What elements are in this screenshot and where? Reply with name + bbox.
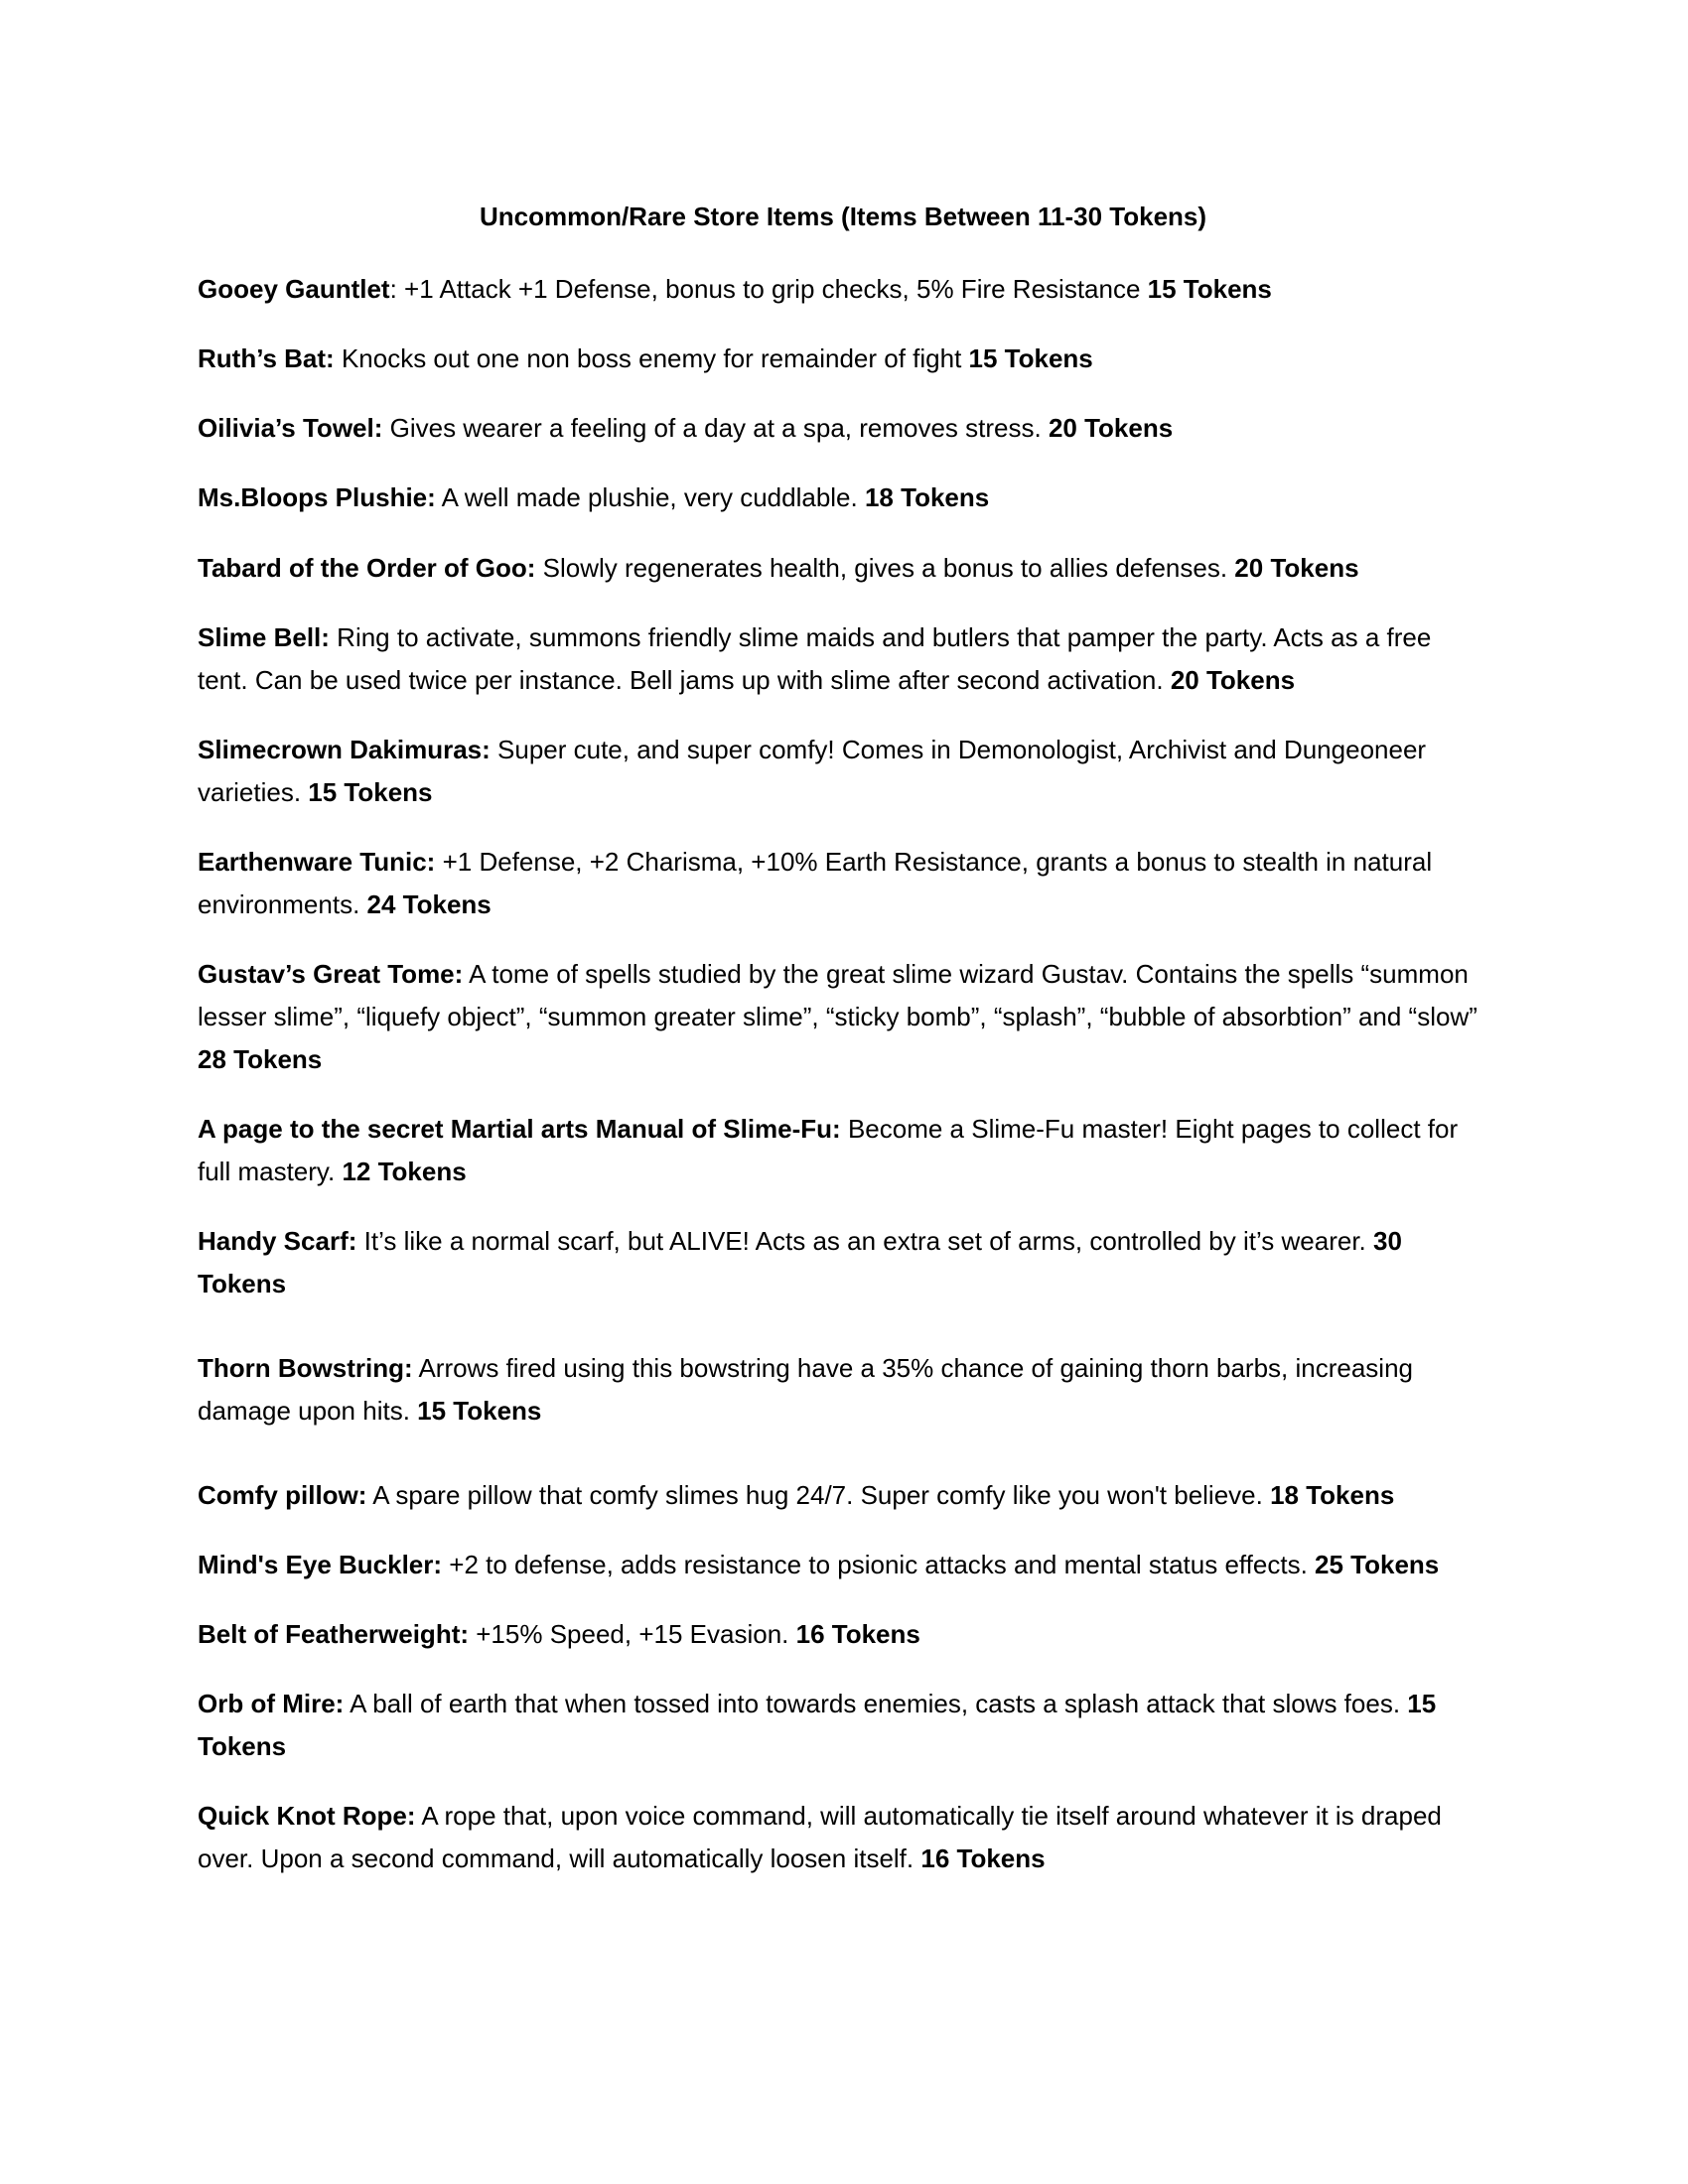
- store-item: [198, 407, 1488, 450]
- item-description: A tome of spells studied by the great slime wizard Gustav. Contains the spells “summon lesser slime”, “liquefy object”, “summon greater slime”, “sticky bomb”, “splash”, “bubble of absorbtion” and “slow”: [198, 959, 1477, 1031]
- item-list: [198, 268, 1488, 1880]
- item-separator: [841, 1114, 848, 1144]
- item-price: 24 Tokens: [366, 889, 492, 919]
- item-separator: [491, 735, 497, 764]
- store-item: [198, 338, 1488, 380]
- item-name: Belt of Featherweight:: [198, 1619, 470, 1649]
- item-description: It’s like a normal scarf, but ALIVE! Acts as an extra set of arms, controlled by it’s wearer.: [363, 1226, 1373, 1256]
- item-description: Ring to activate, summons friendly slime maids and butlers that pamper the party. Acts as a free tent. Can be used twice per instance. Bell jams up with slime after second activation.: [198, 622, 1432, 695]
- item-price: 25 Tokens: [1315, 1550, 1440, 1579]
- item-description: Super cute, and super comfy! Comes in Demonologist, Archivist and Dungeoneer varieties.: [198, 735, 1427, 807]
- document-page: [198, 199, 1488, 1880]
- item-name: Earthenware Tunic:: [198, 847, 436, 877]
- store-item: [198, 1220, 1488, 1305]
- item-description: A ball of earth that when tossed into towards enemies, casts a splash attack that slows foes.: [350, 1689, 1408, 1718]
- item-description: Knocks out one non boss enemy for remainder of fight: [341, 343, 969, 373]
- item-description: A well made plushie, very cuddlable.: [441, 482, 865, 512]
- item-name: Slime Bell:: [198, 622, 330, 652]
- item-name: Quick Knot Rope:: [198, 1801, 416, 1831]
- item-name: Oilivia’s Towel:: [198, 413, 383, 443]
- item-price: 16 Tokens: [795, 1619, 920, 1649]
- store-item: [198, 953, 1488, 1081]
- item-description: A rope that, upon voice command, will automatically tie itself around whatever it is draped over. Upon a second command, will automatically loosen itself.: [198, 1801, 1442, 1873]
- item-description: Arrows fired using this bowstring have a 35% chance of gaining thorn barbs, increasing damage upon hits.: [198, 1353, 1413, 1426]
- item-name: Gooey Gauntlet: [198, 274, 390, 304]
- item-price: 20 Tokens: [1048, 413, 1174, 443]
- store-item: [198, 1544, 1488, 1586]
- item-separator: [335, 343, 342, 373]
- item-name: Comfy pillow:: [198, 1480, 367, 1510]
- item-separator: [535, 553, 542, 583]
- item-price: 15 Tokens: [198, 1689, 1437, 1761]
- store-item: [198, 1108, 1488, 1193]
- item-price: 18 Tokens: [1270, 1480, 1395, 1510]
- item-name: Ms.Bloops Plushie:: [198, 482, 436, 512]
- item-name: Gustav’s Great Tome:: [198, 959, 464, 989]
- item-description: Slowly regenerates health, gives a bonus to allies defenses.: [542, 553, 1235, 583]
- item-price: 30 Tokens: [198, 1226, 1402, 1298]
- item-description: A spare pillow that comfy slimes hug 24/7. Super comfy like you won't believe.: [372, 1480, 1271, 1510]
- item-description: Become a Slime-Fu master! Eight pages to collect for full mastery.: [198, 1114, 1459, 1186]
- item-price: 20 Tokens: [1170, 665, 1296, 695]
- item-description: +1 Attack +1 Defense, bonus to grip checks, 5% Fire Resistance: [404, 274, 1148, 304]
- store-item: [198, 1683, 1488, 1768]
- item-price: 20 Tokens: [1234, 553, 1359, 583]
- store-item: [198, 616, 1488, 702]
- store-item: [198, 841, 1488, 926]
- store-item: [198, 547, 1488, 590]
- item-description: +2 to defense, adds resistance to psionic attacks and mental status effects.: [449, 1550, 1316, 1579]
- item-name: Ruth’s Bat:: [198, 343, 335, 373]
- item-separator: [356, 1226, 363, 1256]
- item-price: 15 Tokens: [968, 343, 1093, 373]
- item-price: 28 Tokens: [198, 1044, 323, 1074]
- item-description: +1 Defense, +2 Charisma, +10% Earth Resistance, grants a bonus to stealth in natural environments.: [198, 847, 1433, 919]
- store-item: [198, 1795, 1488, 1880]
- store-item: [198, 1613, 1488, 1656]
- page-title: Uncommon/Rare Store Items (Items Between 11-30 Tokens): [479, 202, 1207, 231]
- item-separator: [435, 847, 442, 877]
- item-name: Tabard of the Order of Goo:: [198, 553, 536, 583]
- item-price: 18 Tokens: [864, 482, 990, 512]
- item-name: Mind's Eye Buckler:: [198, 1550, 443, 1579]
- item-price: 15 Tokens: [1147, 274, 1272, 304]
- item-price: 12 Tokens: [342, 1157, 467, 1186]
- item-separator: [382, 413, 389, 443]
- item-price: 15 Tokens: [417, 1396, 542, 1426]
- store-item: [198, 1474, 1488, 1517]
- item-description: +15% Speed, +15 Evasion.: [476, 1619, 796, 1649]
- item-description: Gives wearer a feeling of a day at a spa, removes stress.: [389, 413, 1049, 443]
- store-item: [198, 477, 1488, 519]
- item-name: Orb of Mire:: [198, 1689, 345, 1718]
- item-separator: :: [389, 274, 405, 304]
- item-name: Thorn Bowstring:: [198, 1353, 413, 1383]
- store-item: [198, 1347, 1488, 1433]
- item-price: 16 Tokens: [920, 1843, 1046, 1873]
- store-item: [198, 268, 1488, 311]
- item-name: Handy Scarf:: [198, 1226, 357, 1256]
- item-price: 15 Tokens: [308, 777, 433, 807]
- item-name: Slimecrown Dakimuras:: [198, 735, 491, 764]
- store-item: [198, 729, 1488, 814]
- item-name: A page to the secret Martial arts Manual of Slime-Fu:: [198, 1114, 841, 1144]
